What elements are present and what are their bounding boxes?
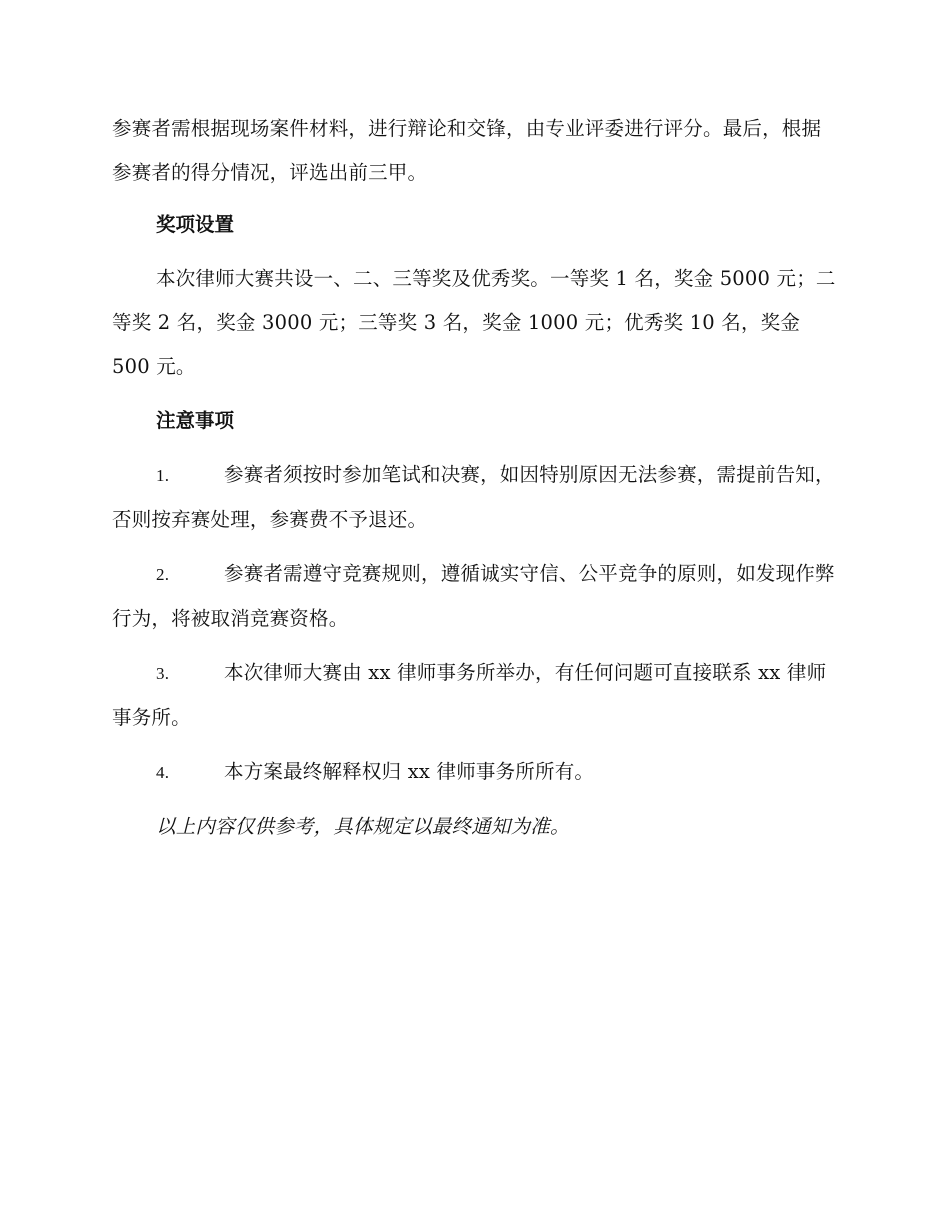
list-number: 1. [156,466,170,485]
list-item [112,453,836,542]
footer-note: 以上内容仅供参考，具体规定以最终通知为准。 [156,815,570,838]
intro-paragraph: 参赛者需根据现场案件材料，进行辩论和交锋，由专业评委进行评分。最后，根据参赛者的得分情况，评选出前三甲。 [112,117,822,184]
notes-heading: 注意事项 [156,409,235,432]
list-item [112,651,836,740]
list-item [112,750,836,795]
list-text: 本方案最终解释权归 xx 律师事务所所有。 [224,760,595,783]
list-text: 本次律师大赛由 xx 律师事务所举办，有任何问题可直接联系 xx 律师事务所。 [112,661,827,729]
notes-list [112,453,836,795]
list-item [112,552,836,641]
awards-paragraph: 本次律师大赛共设一、二、三等奖及优秀奖。一等奖 1 名，奖金 5000 元；二等奖 2 名，奖金 3000 元；三等奖 3 名，奖金 1000 元；优秀奖 10 名，奖金 500 元。 [112,267,836,378]
list-number: 4. [156,763,170,782]
list-number: 2. [156,565,170,584]
awards-heading: 奖项设置 [156,213,235,236]
list-text: 参赛者须按时参加笔试和决赛，如因特别原因无法参赛，需提前告知，否则按弃赛处理，参赛费不予退还。 [112,463,835,531]
list-text: 参赛者需遵守竞赛规则，遵循诚实守信、公平竞争的原则，如发现作弊行为，将被取消竞赛资格。 [112,562,835,630]
document-page [112,107,836,849]
list-number: 3. [156,664,170,683]
